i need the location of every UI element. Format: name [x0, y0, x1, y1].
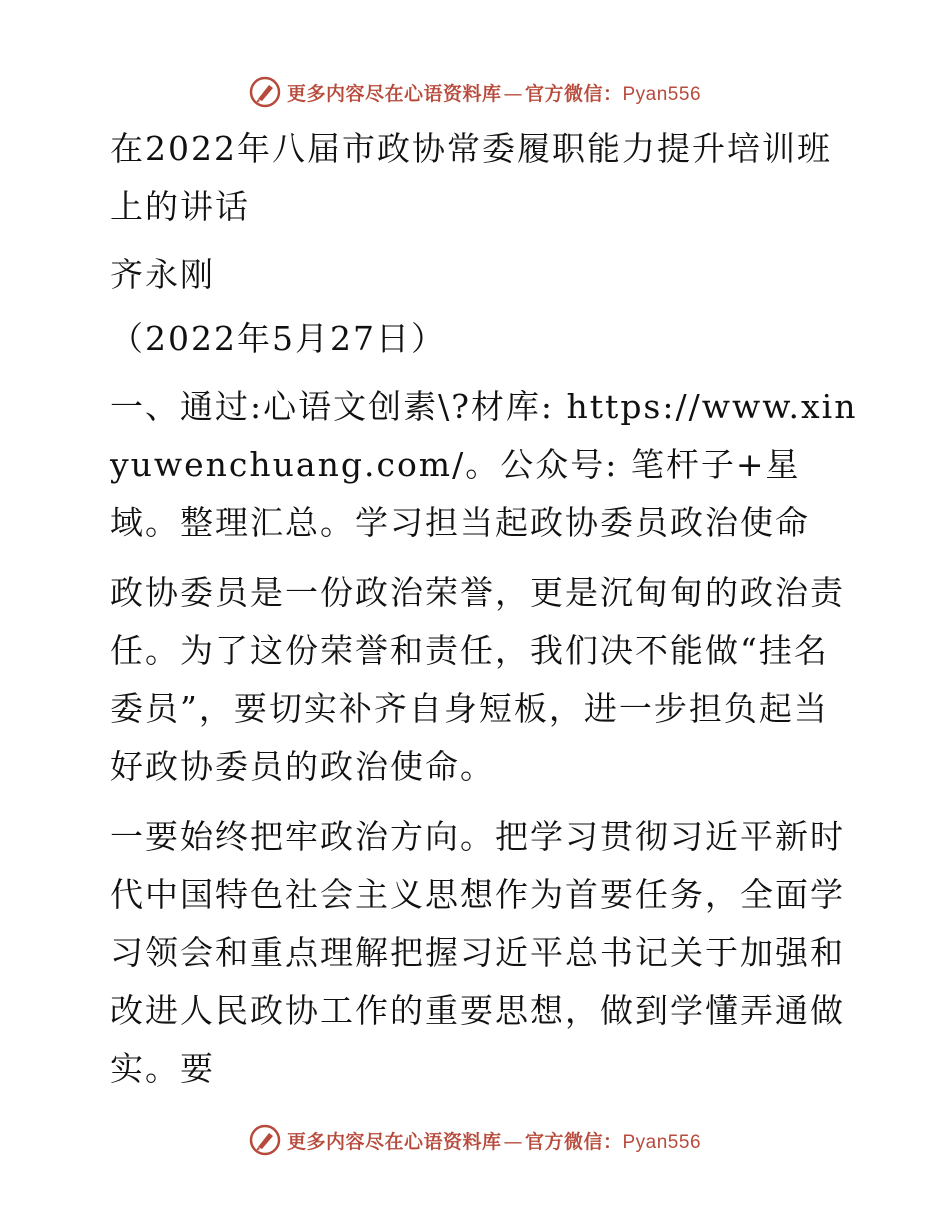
quill-pen-logo-icon — [249, 1124, 281, 1156]
body-paragraph: 一要始终把牢政治方向。把学习贯彻习近平新时代中国特色社会主义思想作为首要任务，全面学习领会和重点理解把握习近平总书记关于加强和改进人民政协工作的重要思想，做到学懂弄通做实。要 — [110, 817, 845, 1088]
watermark-wechat-label: 官方微信： — [524, 1130, 623, 1153]
watermark-site-text: 更多内容尽在心语资料库 — [286, 1130, 502, 1153]
body-paragraph: 政协委员是一份政治荣誉，更是沉甸甸的政治责任。为了这份荣誉和责任，我们决不能做“挂名委员”，要切实补齐自身短板，进一步担负起当好政协委员的政治使命。 — [110, 573, 845, 786]
quill-pen-logo-icon — [249, 76, 281, 108]
watermark-separator: — — [503, 1130, 523, 1153]
watermark-text — [287, 1127, 701, 1154]
header-watermark — [0, 72, 950, 112]
watermark-text — [287, 79, 701, 106]
document-body — [98, 120, 858, 1098]
watermark-wechat-account: Pyan556 — [622, 1131, 702, 1153]
watermark-separator: — — [503, 82, 523, 105]
document-author: 齐永刚 — [110, 255, 215, 294]
document-title: 在2022年八届市政协常委履职能力提升培训班上的讲话 — [110, 129, 832, 226]
document-date: （2022年5月27日） — [110, 319, 446, 358]
watermark-wechat-label: 官方微信： — [524, 82, 623, 105]
section-heading: 一、通过:心语文创素\?材库: https://www.xinyuwenchuang.com/。公众号: 笔杆子+星域。整理汇总。学习担当起政协委员政治使命 — [110, 387, 858, 542]
watermark-wechat-account: Pyan556 — [622, 83, 702, 105]
watermark-site-text: 更多内容尽在心语资料库 — [286, 82, 502, 105]
footer-watermark — [0, 1120, 950, 1160]
